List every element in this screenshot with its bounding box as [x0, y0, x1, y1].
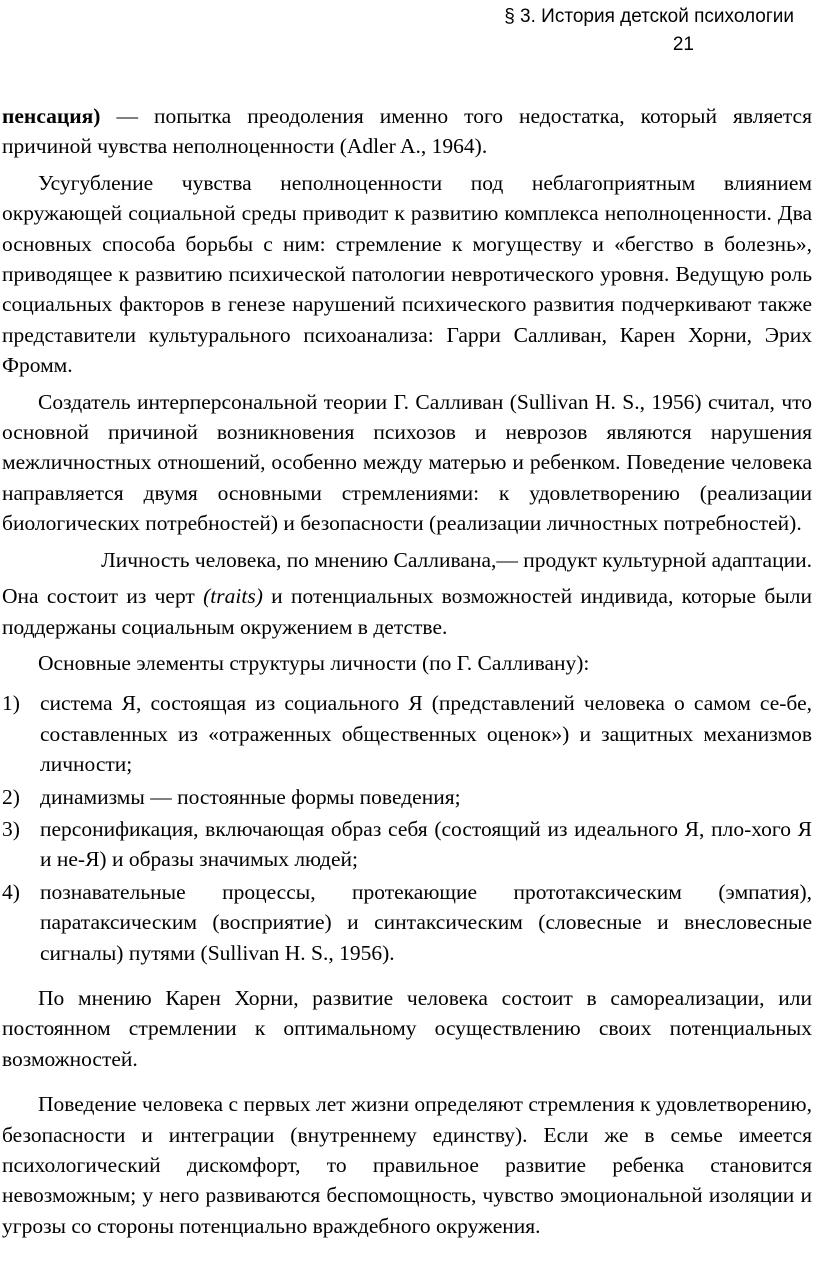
paragraph-8: Поведение человека с первых лет жизни определяют стремления к удовлетворению, безопасности и интеграции (внутреннему единству). Если же в семье имеется психологический дискомфорт, то правильное развитие ребенка становится невозможным; у него развиваются беспомощность, чувство эмоциональной изоляции и угрозы со стороны потенциально враждебного окружения.	[2, 1092, 812, 1238]
paragraph-7: По мнению Карен Хорни, развитие человека состоит в самореализации, или постоянном стремлении к оптимальному осуществлению своих потенциальных возможностей.	[2, 985, 812, 1071]
paragraph-5	[2, 581, 812, 642]
paragraph-1-bold-term: пенсация)	[2, 104, 101, 128]
paragraph-1-text: — попытка преодоления именно того недостатка, который является причиной чувства неполноценности (Adler A., 1964).	[2, 104, 812, 159]
page-number: 21	[672, 34, 694, 55]
list-item	[2, 877, 812, 968]
paragraph-3: Создатель интерперсональной теории Г. Салливан (Sullivan H. S., 1956) считал, что основной причиной возникновения психозов и неврозов являются нарушения межличностных отношений, особенно между матерью и ребенком. Поведение человека направляется двумя основными стремлениями: к удовлетворению (реализации биологических потребностей) и безопасности (реализации личностных потребностей).	[2, 389, 812, 536]
paragraph-4: Личность человека, по мнению Салливана,— продукт культурной адаптации.	[101, 547, 812, 572]
paragraph-5-end: и потенциальных возможностей индивида, которые были поддержаны социальным окружением в детстве.	[2, 584, 812, 639]
paragraph-1	[2, 101, 812, 162]
list-item-text: персонификация, включающая образ себя (состоящий из идеального Я, пло-хого Я и не-Я) и образы значимых людей;	[40, 816, 812, 872]
personality-structure-list	[2, 688, 812, 968]
list-item-number: 4)	[2, 879, 20, 904]
paragraph-2: Усугубление чувства неполноценности под неблагоприятным влиянием окружающей социальной среды приводит к развитию комплекса неполноценности. Два основных способа борьбы с ним: стремление к могуществу и «бегство в болезнь», приводящее к развитию психической патологии невротического уровня. Ведущую роль социальных факторов в генезе нарушений психического развития подчеркивают также представители культурального психоанализа: Гарри Салливан, Карен Хорни, Эрих Фромм.	[2, 170, 812, 378]
chapter-title: § 3. История детской психологии	[504, 6, 794, 27]
running-header	[504, 6, 794, 56]
list-item	[2, 814, 812, 875]
list-item-number: 3)	[2, 816, 20, 841]
list-item	[2, 688, 812, 779]
list-item-number: 2)	[2, 784, 20, 809]
paragraph-6: Основные элементы структуры личности (по Г. Салливану):	[38, 650, 590, 675]
list-item-number: 1)	[2, 691, 20, 716]
list-item	[2, 782, 812, 812]
list-item-text: познавательные процессы, протекающие прототаксическим (эмпатия), паратаксическим (восприятие) и синтаксическим (словесные и внесловесные сигналы) путями (Sullivan H. S., 1956).	[40, 879, 812, 965]
paragraph-5-start: Она состоит из черт	[2, 584, 204, 609]
page-body	[2, 101, 812, 1241]
list-item-text: динамизмы — постоянные формы поведения;	[40, 784, 461, 809]
list-item-text: система Я, состоящая из социального Я (представлений человека о самом се-бе, составленных из «отраженных общественных оценок») и защитных механизмов личности;	[40, 691, 812, 777]
paragraph-5-italic-term: (traits)	[203, 584, 263, 609]
